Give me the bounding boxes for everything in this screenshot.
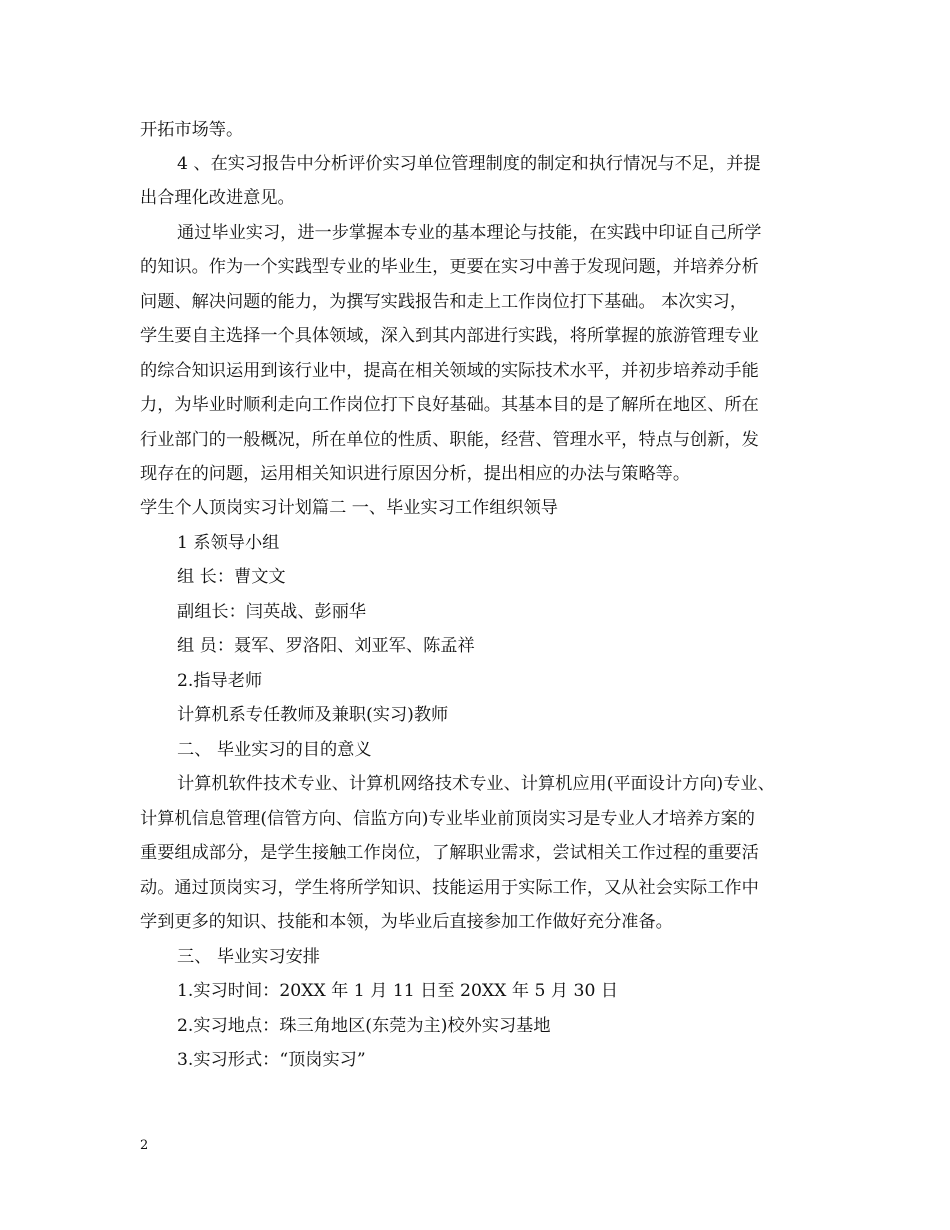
text-line: 1 系领导小组 xyxy=(177,533,280,553)
text-line: 1.实习时间：20XX 年 1 月 11 日至 20XX 年 5 月 30 日 xyxy=(177,981,619,1001)
text-line: 出合理化改进意见。 xyxy=(140,188,295,208)
text-line: 动。通过顶岗实习，学生将所学知识、技能运用于实际工作，又从社会实际工作中 xyxy=(140,878,759,898)
text-line: 开拓市场等。 xyxy=(140,120,244,140)
text-line: 计算机软件技术专业、计算机网络技术专业、计算机应用(平面设计方向)专业、 xyxy=(177,774,775,794)
text-line: 4 、在实习报告中分析评价实习单位管理制度的制定和执行情况与不足，并提 xyxy=(177,154,761,174)
text-line: 的知识。作为一个实践型专业的毕业生，更要在实习中善于发现问题，并培养分析 xyxy=(140,257,759,277)
text-line: 通过毕业实习，进一步掌握本专业的基本理论与技能，在实践中印证自己所学 xyxy=(177,223,762,243)
text-line: 2.指导老师 xyxy=(177,671,263,691)
text-line: 力，为毕业时顺利走向工作岗位打下良好基础。其基本目的是了解所在地区、所在 xyxy=(140,395,759,415)
text-line: 计算机信息管理(信管方向、信监方向)专业毕业前顶岗实习是专业人才培养方案的 xyxy=(140,809,755,829)
text-line: 问题、解决问题的能力，为撰写实践报告和走上工作岗位打下基础。 本次实习， xyxy=(140,292,748,312)
text-line: 的综合知识运用到该行业中，提高在相关领域的实际技术水平，并初步培养动手能 xyxy=(140,361,759,381)
text-line: 重要组成部分，是学生接触工作岗位，了解职业需求，尝试相关工作过程的重要活 xyxy=(140,843,759,863)
section-heading: 学生个人顶岗实习计划篇二 一、毕业实习工作组织领导 xyxy=(140,498,558,518)
text-line: 现存在的问题，运用相关知识进行原因分析，提出相应的办法与策略等。 xyxy=(140,464,691,484)
text-line: 组 员：聂军、罗洛阳、刘亚军、陈孟祥 xyxy=(177,636,475,656)
text-line: 组 长：曹文文 xyxy=(177,567,286,587)
text-line: 2.实习地点：珠三角地区(东莞为主)校外实习基地 xyxy=(177,1016,551,1036)
text-line: 学到更多的知识、技能和本领，为毕业后直接参加工作做好充分准备。 xyxy=(140,912,673,932)
text-line: 副组长：闫英战、彭丽华 xyxy=(177,602,367,622)
text-line: 计算机系专任教师及兼职(实习)教师 xyxy=(177,705,449,725)
text-line: 3.实习形式：“顶岗实习” xyxy=(177,1050,366,1070)
page-number: 2 xyxy=(140,1138,149,1153)
section-heading: 三、 毕业实习安排 xyxy=(177,947,320,967)
text-line: 学生要自主选择一个具体领域，深入到其内部进行实践，将所掌握的旅游管理专业 xyxy=(140,326,759,346)
text-line: 行业部门的一般概况，所在单位的性质、职能，经营、管理水平，特点与创新，发 xyxy=(140,430,759,450)
section-heading: 二、 毕业实习的目的意义 xyxy=(177,740,372,760)
